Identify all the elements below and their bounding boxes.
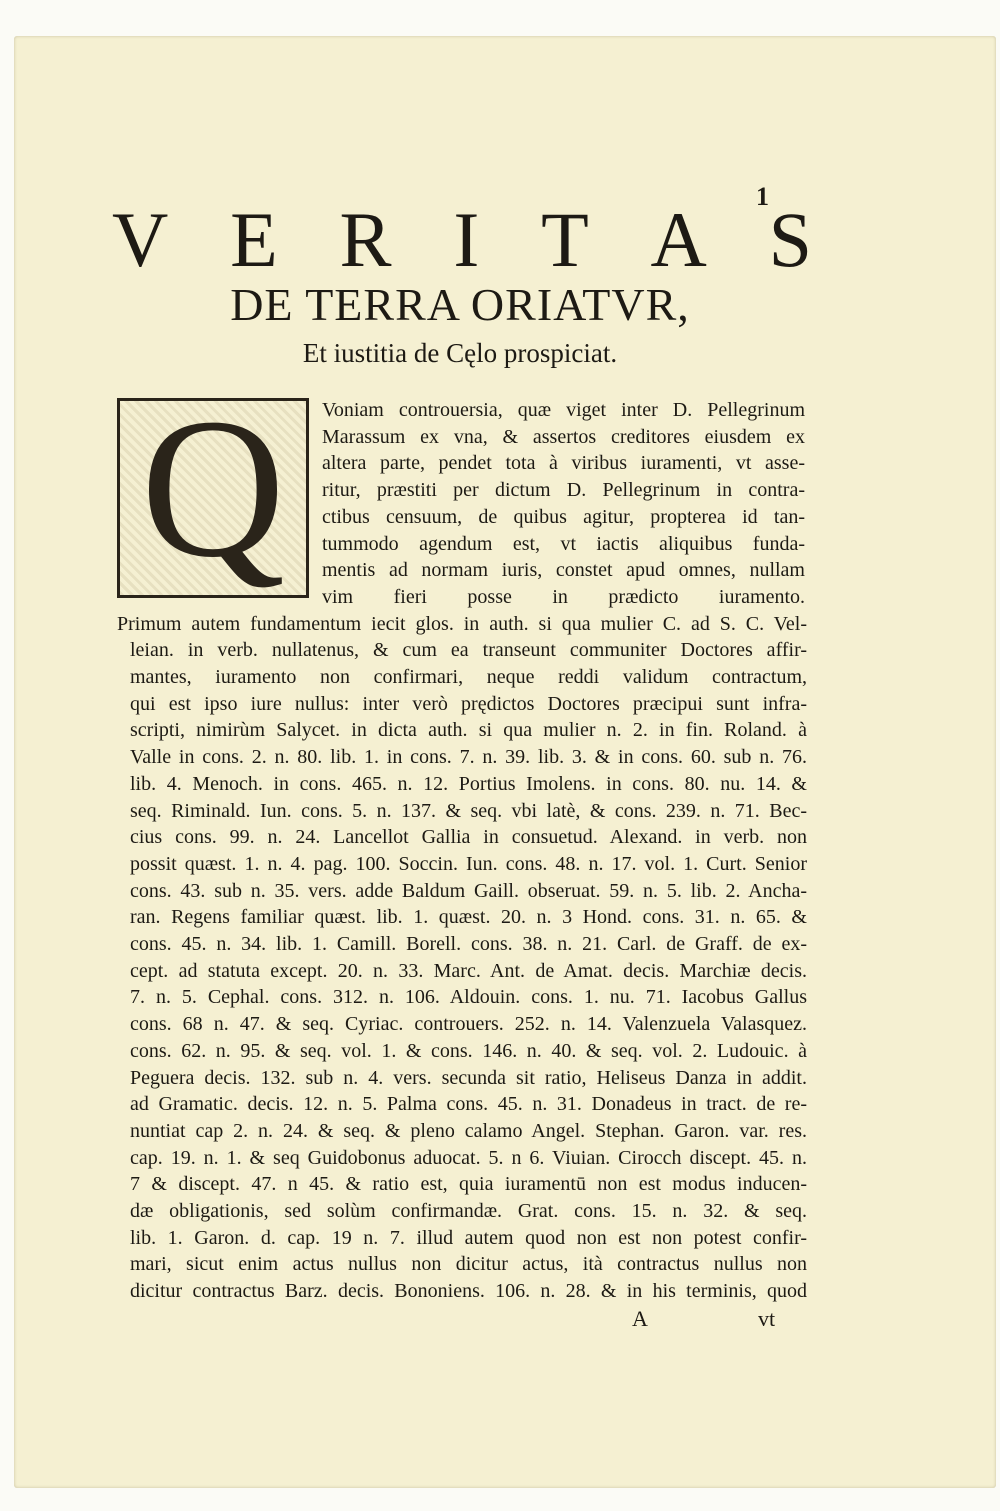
text-line: lib. 1. Garon. d. cap. 19 n. 7. illud autem quod non est non potest confir- bbox=[130, 1226, 807, 1249]
title-letter: I bbox=[453, 196, 480, 283]
text-line: dæ obligationis, sed solùm confirmandæ. Grat. cons. 15. n. 32. & seq. bbox=[130, 1200, 807, 1222]
text-line: qui est ipso iure nullus: inter verò prędictos Doctores præcipui sunt infra- bbox=[130, 692, 807, 715]
text-line: ctibus censuum, de quibus agitur, propterea id tan- bbox=[322, 505, 805, 528]
text-line: Peguera decis. 132. sub n. 4. vers. secunda sit ratio, Heliseus Danza in addit. bbox=[130, 1066, 807, 1089]
text-line: vim fieri posse in prædicto iuramento. bbox=[322, 585, 805, 608]
text-line: scripti, nimirùm Salycet. in dicta auth. si qua mulier n. 2. in fin. Roland. à bbox=[130, 719, 807, 742]
text-line: altera parte, pendet tota à viribus iuramenti, vt asse- bbox=[322, 452, 805, 475]
text-line: cons. 62. n. 95. & seq. vol. 1. & cons. 146. n. 40. & seq. vol. 2. Ludouic. à bbox=[130, 1039, 807, 1062]
text-line: possit quæst. 1. n. 4. pag. 100. Soccin. Iun. cons. 48. n. 17. vol. 1. Curt. Senior bbox=[130, 852, 807, 875]
text-line: Valle in cons. 2. n. 80. lib. 1. in cons. 7. n. 39. lib. 3. & in cons. 60. sub n. 76. bbox=[130, 746, 807, 769]
text-line: ran. Regens familiar quæst. lib. 1. quæst. 20. n. 3 Hond. cons. 31. n. 65. & bbox=[130, 906, 807, 929]
text-line: mari, sicut enim actus nullus non dicitur actus, ità contractus nullus non bbox=[130, 1253, 807, 1276]
title bbox=[112, 195, 812, 285]
decorated-initial bbox=[117, 378, 309, 599]
initial-letter: Q bbox=[140, 378, 286, 599]
text-line: cap. 19. n. 1. & seq Guidobonus aduocat. 5. n 6. Viuian. Cirocch discept. 45. n. bbox=[130, 1146, 807, 1169]
title-letter: S bbox=[768, 196, 812, 283]
title-letter: E bbox=[230, 196, 278, 283]
subtitle: DE TERRA ORIATVR, bbox=[230, 279, 690, 330]
catchword: vt bbox=[758, 1306, 776, 1331]
text-line: lib. 4. Menoch. in cons. 465. n. 12. Portius Imolens. in cons. 80. nu. 14. & bbox=[130, 772, 807, 795]
title-letter: A bbox=[650, 196, 707, 283]
text-line: ad Gramatic. decis. 12. n. 5. Palma cons. 45. n. 31. Donadeus in tract. de re- bbox=[130, 1093, 807, 1116]
title-letter: V bbox=[112, 196, 169, 283]
text-line: mantes, iuramento non confirmari, neque reddi validum contractum, bbox=[130, 666, 807, 688]
page-number: 1 bbox=[756, 182, 769, 211]
text-line: tummodo agendum est, vt iactis aliquibus funda- bbox=[322, 532, 805, 555]
text-line: leian. in verb. nullatenus, & cum ea transeunt communiter Doctores affir- bbox=[130, 639, 807, 662]
text-line: ritur, præstiti per dictum D. Pellegrinum in contra- bbox=[322, 479, 805, 502]
text-line: cius cons. 99. n. 24. Lancellot Gallia in consuetud. Alexand. in verb. non bbox=[130, 826, 807, 849]
title-letter: R bbox=[339, 196, 392, 283]
text-line: dicitur contractus Barz. decis. Bononiens. 106. n. 28. & in his terminis, quod bbox=[130, 1280, 807, 1303]
signature-mark: A bbox=[632, 1306, 648, 1331]
text-line: mentis ad normam iuris, constet apud omnes, nullam bbox=[322, 559, 805, 582]
text-line: cons. 45. n. 34. lib. 1. Camill. Borell. cons. 38. n. 21. Carl. de Graff. de ex- bbox=[130, 933, 807, 955]
text-line: seq. Riminald. Iun. cons. 5. n. 137. & seq. vbi latè, & cons. 239. n. 71. Bec- bbox=[130, 799, 807, 822]
title-letter: T bbox=[541, 196, 589, 283]
text-line: cept. ad statuta except. 20. n. 33. Marc. Ant. de Amat. decis. Marchiæ decis. bbox=[130, 959, 807, 982]
text-line: 7. n. 5. Cephal. cons. 312. n. 106. Aldouin. cons. 1. nu. 71. Iacobus Gallus bbox=[130, 986, 807, 1009]
text-line: 7 & discept. 47. n 45. & ratio est, quia iuramentū non est modus inducen- bbox=[130, 1173, 807, 1196]
text-line: Voniam controuersia, quæ viget inter D. Pellegrinum bbox=[322, 399, 805, 421]
motto: Et iustitia de Cęlo prospiciat. bbox=[302, 338, 618, 368]
text-line: Primum autem fundamentum iecit glos. in auth. si qua mulier C. ad S. C. Vel- bbox=[117, 612, 807, 635]
text-line: cons. 68 n. 47. & seq. Cyriac. controuers. 252. n. 14. Valenzuela Valasquez. bbox=[130, 1013, 807, 1036]
text-line: nuntiat cap 2. n. 24. & seq. & pleno calamo Angel. Stephan. Garon. var. res. bbox=[130, 1119, 807, 1142]
text-line: cons. 43. sub n. 35. vers. adde Baldum Gaill. obseruat. 59. n. 5. lib. 2. Ancha- bbox=[130, 879, 807, 902]
text-line: Marassum ex vna, & assertos creditores eiusdem ex bbox=[322, 425, 805, 448]
